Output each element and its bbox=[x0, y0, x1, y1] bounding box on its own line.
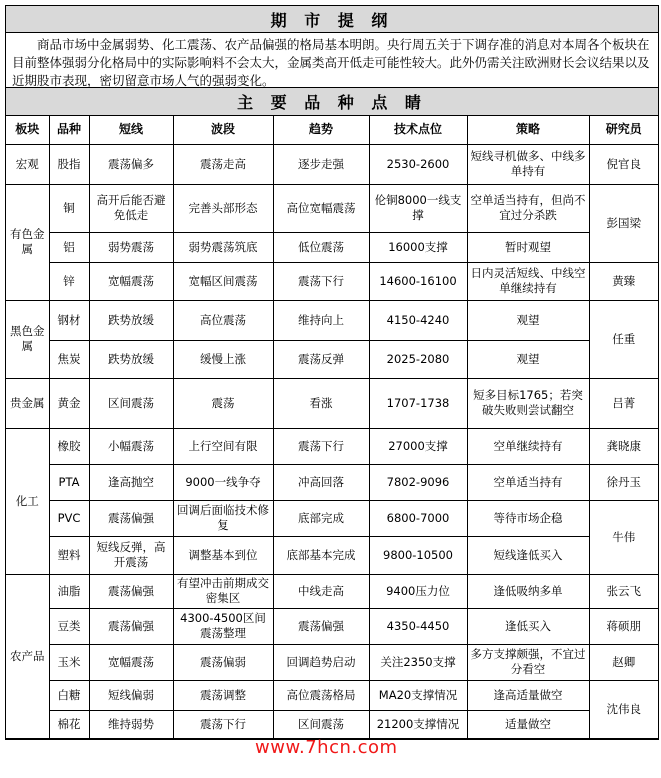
swing-cell: 4300-4500区间震荡整理 bbox=[173, 608, 273, 644]
short-cell: 震荡偏强 bbox=[89, 500, 173, 536]
varieties-table bbox=[6, 116, 658, 739]
tech-cell: MA20支撑情况 bbox=[369, 680, 467, 710]
trend-cell: 冲高回落 bbox=[273, 464, 369, 500]
analyst-cell: 徐丹玉 bbox=[589, 464, 658, 500]
table-row bbox=[6, 144, 658, 184]
trend-cell: 维持向上 bbox=[273, 300, 369, 340]
analyst-cell: 黄臻 bbox=[589, 262, 658, 300]
sector-cell: 化工 bbox=[6, 428, 49, 574]
strategy-cell: 空单适当持有，但尚不宜过分杀跌 bbox=[467, 184, 589, 232]
variety-cell: PTA bbox=[49, 464, 89, 500]
swing-cell: 宽幅区间震荡 bbox=[173, 262, 273, 300]
analyst-cell: 彭国梁 bbox=[589, 184, 658, 262]
analyst-cell: 沈伟良 bbox=[589, 680, 658, 738]
strategy-cell: 多方支撑颇强，不宜过分看空 bbox=[467, 644, 589, 680]
analyst-cell: 张云飞 bbox=[589, 574, 658, 608]
variety-cell: 豆类 bbox=[49, 608, 89, 644]
short-cell: 维持弱势 bbox=[89, 710, 173, 738]
strategy-cell: 逢低吸纳多单 bbox=[467, 574, 589, 608]
short-cell: 短线反弹，高开震荡 bbox=[89, 536, 173, 574]
short-cell: 震荡偏多 bbox=[89, 144, 173, 184]
table-row bbox=[6, 300, 658, 340]
table-row bbox=[6, 464, 658, 500]
col-header-strategy: 策略 bbox=[467, 116, 589, 144]
tech-cell: 2025-2080 bbox=[369, 340, 467, 378]
trend-cell: 震荡下行 bbox=[273, 428, 369, 464]
tech-cell: 4350-4450 bbox=[369, 608, 467, 644]
variety-cell: 玉米 bbox=[49, 644, 89, 680]
tech-cell: 14600-16100 bbox=[369, 262, 467, 300]
strategy-cell: 暂时观望 bbox=[467, 232, 589, 262]
short-cell: 震荡偏强 bbox=[89, 608, 173, 644]
analyst-cell: 蒋硕朋 bbox=[589, 608, 658, 644]
tech-cell: 6800-7000 bbox=[369, 500, 467, 536]
trend-cell: 区间震荡 bbox=[273, 710, 369, 738]
table-row bbox=[6, 608, 658, 644]
swing-cell: 回调后面临技术修复 bbox=[173, 500, 273, 536]
table-row bbox=[6, 262, 658, 300]
strategy-cell: 适量做空 bbox=[467, 710, 589, 738]
col-header-tech: 技术点位 bbox=[369, 116, 467, 144]
table-row bbox=[6, 710, 658, 738]
tech-cell: 2530-2600 bbox=[369, 144, 467, 184]
trend-cell: 中线走高 bbox=[273, 574, 369, 608]
variety-cell: 锌 bbox=[49, 262, 89, 300]
variety-cell: 白糖 bbox=[49, 680, 89, 710]
swing-cell: 高位震荡 bbox=[173, 300, 273, 340]
outline-frame bbox=[5, 5, 659, 740]
swing-cell: 调整基本到位 bbox=[173, 536, 273, 574]
tech-cell: 27000支撑 bbox=[369, 428, 467, 464]
strategy-cell: 短线寻机做多、中线多单持有 bbox=[467, 144, 589, 184]
trend-cell: 回调趋势启动 bbox=[273, 644, 369, 680]
sector-cell: 宏观 bbox=[6, 144, 49, 184]
table-row bbox=[6, 340, 658, 378]
analyst-cell: 任重 bbox=[589, 300, 658, 378]
tech-cell: 21200支撑情况 bbox=[369, 710, 467, 738]
swing-cell: 震荡调整 bbox=[173, 680, 273, 710]
col-header-trend: 趋势 bbox=[273, 116, 369, 144]
short-cell: 短线偏弱 bbox=[89, 680, 173, 710]
table-row bbox=[6, 184, 658, 232]
table-row bbox=[6, 428, 658, 464]
col-header-variety: 品种 bbox=[49, 116, 89, 144]
strategy-cell: 空单继续持有 bbox=[467, 428, 589, 464]
tech-cell: 9400压力位 bbox=[369, 574, 467, 608]
watermark-url: www.7hcn.com bbox=[255, 737, 398, 758]
outline-title: 期 市 提 纲 bbox=[6, 6, 658, 33]
variety-cell: 股指 bbox=[49, 144, 89, 184]
table-row bbox=[6, 574, 658, 608]
strategy-cell: 逢低买入 bbox=[467, 608, 589, 644]
analyst-cell: 牛伟 bbox=[589, 500, 658, 574]
sector-cell: 农产品 bbox=[6, 574, 49, 738]
short-cell: 宽幅震荡 bbox=[89, 262, 173, 300]
swing-cell: 震荡下行 bbox=[173, 710, 273, 738]
swing-cell: 上行空间有限 bbox=[173, 428, 273, 464]
short-cell: 宽幅震荡 bbox=[89, 644, 173, 680]
trend-cell: 看涨 bbox=[273, 378, 369, 428]
intro-paragraph: 商品市场中金属弱势、化工震荡、农产品偏强的格局基本明朗。央行周五关于下调存准的消息对本周各个板块在目前整体强弱分化格局中的实际影响料不会太大，金属类高开低走可能性较大。此外仍需关注欧洲财长会议结果以及近期股市表现，密切留意市场人气的强弱变化。 bbox=[6, 33, 658, 88]
short-cell: 弱势震荡 bbox=[89, 232, 173, 262]
strategy-cell: 等待市场企稳 bbox=[467, 500, 589, 536]
col-header-short: 短线 bbox=[89, 116, 173, 144]
variety-cell: 焦炭 bbox=[49, 340, 89, 378]
col-header-analyst: 研究员 bbox=[589, 116, 658, 144]
tech-cell: 4150-4240 bbox=[369, 300, 467, 340]
trend-cell: 震荡反弹 bbox=[273, 340, 369, 378]
short-cell: 高开后能否避免低走 bbox=[89, 184, 173, 232]
swing-cell: 有望冲击前期成交密集区 bbox=[173, 574, 273, 608]
sector-cell: 有色金属 bbox=[6, 184, 49, 300]
analyst-cell: 赵卿 bbox=[589, 644, 658, 680]
swing-cell: 9000一线争夺 bbox=[173, 464, 273, 500]
table-row bbox=[6, 536, 658, 574]
analyst-cell: 龚晓康 bbox=[589, 428, 658, 464]
trend-cell: 震荡偏强 bbox=[273, 608, 369, 644]
tech-cell: 7802-9096 bbox=[369, 464, 467, 500]
trend-cell: 逐步走强 bbox=[273, 144, 369, 184]
analyst-cell: 倪官良 bbox=[589, 144, 658, 184]
trend-cell: 底部基本完成 bbox=[273, 536, 369, 574]
variety-cell: 油脂 bbox=[49, 574, 89, 608]
table-header-row bbox=[6, 116, 658, 144]
variety-cell: 铝 bbox=[49, 232, 89, 262]
strategy-cell: 观望 bbox=[467, 300, 589, 340]
swing-cell: 震荡走高 bbox=[173, 144, 273, 184]
variety-cell: 铜 bbox=[49, 184, 89, 232]
swing-cell: 弱势震荡筑底 bbox=[173, 232, 273, 262]
swing-cell: 完善头部形态 bbox=[173, 184, 273, 232]
short-cell: 逢高抛空 bbox=[89, 464, 173, 500]
table-row bbox=[6, 680, 658, 710]
analyst-cell: 吕菁 bbox=[589, 378, 658, 428]
table-row bbox=[6, 500, 658, 536]
table-row bbox=[6, 378, 658, 428]
short-cell: 小幅震荡 bbox=[89, 428, 173, 464]
trend-cell: 底部完成 bbox=[273, 500, 369, 536]
variety-cell: 橡胶 bbox=[49, 428, 89, 464]
table-row bbox=[6, 232, 658, 262]
trend-cell: 高位震荡格局 bbox=[273, 680, 369, 710]
sector-cell: 贵金属 bbox=[6, 378, 49, 428]
col-header-swing: 波段 bbox=[173, 116, 273, 144]
strategy-cell: 日内灵活短线、中线空单继续持有 bbox=[467, 262, 589, 300]
variety-cell: 棉花 bbox=[49, 710, 89, 738]
swing-cell: 震荡 bbox=[173, 378, 273, 428]
variety-cell: 钢材 bbox=[49, 300, 89, 340]
swing-cell: 震荡偏弱 bbox=[173, 644, 273, 680]
trend-cell: 低位震荡 bbox=[273, 232, 369, 262]
strategy-cell: 观望 bbox=[467, 340, 589, 378]
tech-cell: 伦铜8000一线支撑 bbox=[369, 184, 467, 232]
short-cell: 跌势放缓 bbox=[89, 340, 173, 378]
short-cell: 区间震荡 bbox=[89, 378, 173, 428]
short-cell: 跌势放缓 bbox=[89, 300, 173, 340]
variety-cell: PVC bbox=[49, 500, 89, 536]
variety-cell: 塑料 bbox=[49, 536, 89, 574]
strategy-cell: 短多目标1765；若突破失败则尝试翻空 bbox=[467, 378, 589, 428]
trend-cell: 高位宽幅震荡 bbox=[273, 184, 369, 232]
short-cell: 震荡偏强 bbox=[89, 574, 173, 608]
trend-cell: 震荡下行 bbox=[273, 262, 369, 300]
tech-cell: 关注2350支撑 bbox=[369, 644, 467, 680]
table-row bbox=[6, 644, 658, 680]
tech-cell: 1707-1738 bbox=[369, 378, 467, 428]
strategy-cell: 短线逢低买入 bbox=[467, 536, 589, 574]
section-title: 主 要 品 种 点 睛 bbox=[6, 88, 658, 116]
tech-cell: 9800-10500 bbox=[369, 536, 467, 574]
variety-cell: 黄金 bbox=[49, 378, 89, 428]
strategy-cell: 逢高适量做空 bbox=[467, 680, 589, 710]
col-header-sector: 板块 bbox=[6, 116, 49, 144]
strategy-cell: 空单适当持有 bbox=[467, 464, 589, 500]
tech-cell: 16000支撑 bbox=[369, 232, 467, 262]
sector-cell: 黑色金属 bbox=[6, 300, 49, 378]
swing-cell: 缓慢上涨 bbox=[173, 340, 273, 378]
